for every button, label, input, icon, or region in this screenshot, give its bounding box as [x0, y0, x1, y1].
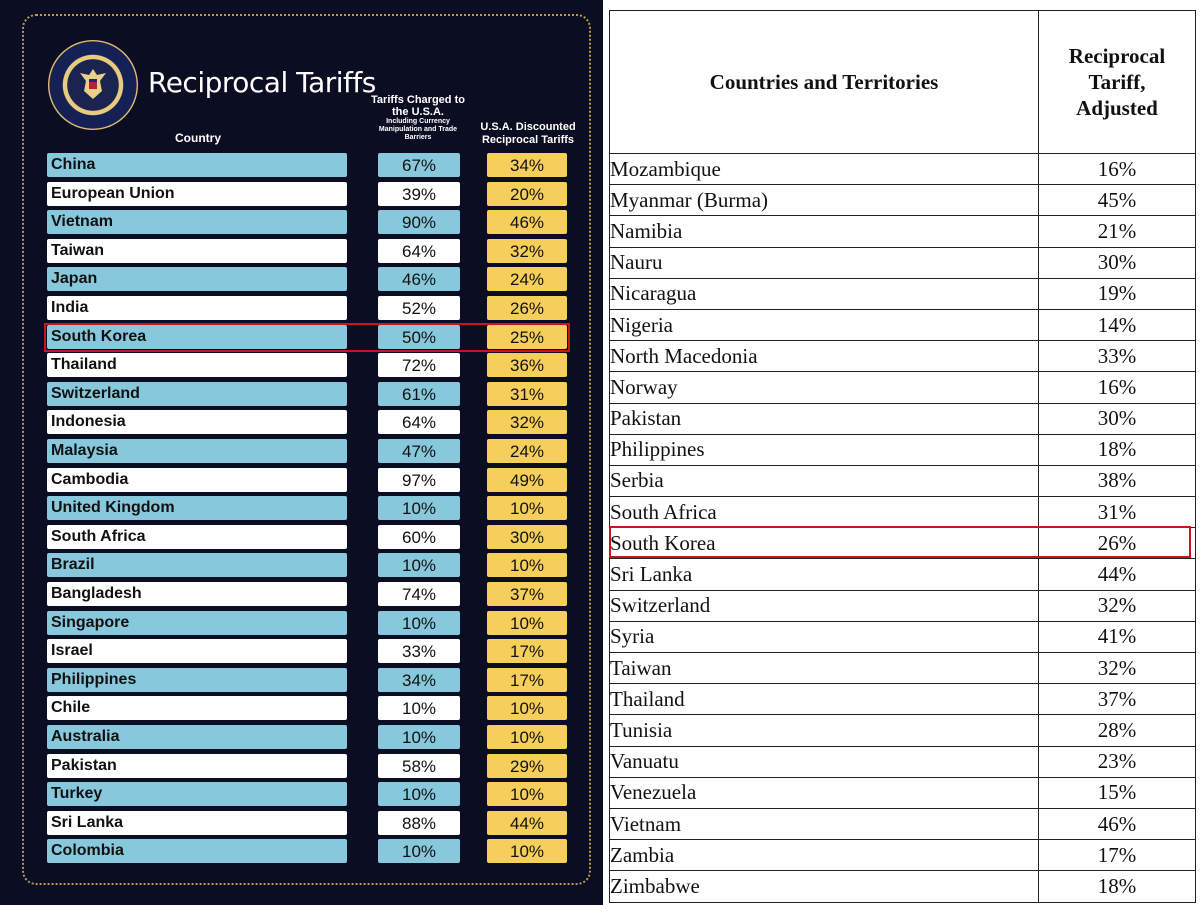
- tariff-charged-cell: 52%: [378, 296, 460, 320]
- tariff-charged-cell: 34%: [378, 668, 460, 692]
- tariff-cell: 32%: [1039, 590, 1196, 621]
- discounted-tariff-cell: 24%: [487, 267, 567, 291]
- tariff-cell: 26%: [1039, 528, 1196, 559]
- tariff-charged-cell: 47%: [378, 439, 460, 463]
- header-discounted-tariffs: U.S.A. Discounted Reciprocal Tariffs: [480, 121, 576, 146]
- tariff-charged-cell: 10%: [378, 553, 460, 577]
- tariff-cell: 32%: [1039, 653, 1196, 684]
- highlight-box-south-korea-right: [609, 526, 1191, 558]
- header-reciprocal-tariff-adjusted: [1039, 11, 1196, 154]
- tariff-charged-cell: 33%: [378, 639, 460, 663]
- discounted-tariff-cell: 10%: [487, 496, 567, 520]
- table-row: [610, 154, 1196, 185]
- tariff-charged-cell: 90%: [378, 210, 460, 234]
- table-row: [610, 341, 1196, 372]
- table-row: [610, 216, 1196, 247]
- country-cell: Japan: [47, 267, 347, 291]
- discounted-tariff-cell: 26%: [487, 296, 567, 320]
- table-row: [610, 777, 1196, 808]
- country-cell: Vanuatu: [610, 746, 1039, 777]
- discounted-tariff-cell: 20%: [487, 182, 567, 206]
- tariff-charged-cell: 10%: [378, 696, 460, 720]
- tariff-charged-cell: 88%: [378, 811, 460, 835]
- country-cell: Israel: [47, 639, 347, 663]
- tariff-charged-cell: 61%: [378, 382, 460, 406]
- header-country: Country: [175, 131, 221, 145]
- discounted-tariff-cell: 25%: [487, 325, 567, 349]
- tariff-cell: 18%: [1039, 434, 1196, 465]
- tariff-cell: 15%: [1039, 777, 1196, 808]
- country-cell: North Macedonia: [610, 341, 1039, 372]
- tariff-cell: 30%: [1039, 403, 1196, 434]
- right-tariff-table: [609, 10, 1196, 903]
- tariff-charged-cell: 10%: [378, 839, 460, 863]
- country-cell: South Africa: [610, 497, 1039, 528]
- country-cell: Zambia: [610, 840, 1039, 871]
- discounted-tariff-cell: 31%: [487, 382, 567, 406]
- tariff-cell: 30%: [1039, 247, 1196, 278]
- tariff-cell: 16%: [1039, 372, 1196, 403]
- tariff-cell: 17%: [1039, 840, 1196, 871]
- country-cell: Namibia: [610, 216, 1039, 247]
- table-row: [610, 684, 1196, 715]
- country-cell: Vietnam: [610, 808, 1039, 839]
- tariff-cell: 16%: [1039, 154, 1196, 185]
- discounted-tariff-cell: 24%: [487, 439, 567, 463]
- tariff-charged-cell: 72%: [378, 353, 460, 377]
- table-row: [610, 808, 1196, 839]
- country-cell: Malaysia: [47, 439, 347, 463]
- table-row: [610, 185, 1196, 216]
- country-cell: India: [47, 296, 347, 320]
- official-tariff-table: [609, 10, 1196, 898]
- tariff-cell: 37%: [1039, 684, 1196, 715]
- discounted-tariff-cell: 29%: [487, 754, 567, 778]
- header-tariff-line1: Reciprocal: [1068, 44, 1166, 68]
- country-cell: Nauru: [610, 247, 1039, 278]
- tariff-charged-cell: 58%: [378, 754, 460, 778]
- discounted-tariff-cell: 37%: [487, 582, 567, 606]
- header-tariffs-charged-main: Tariffs Charged to the U.S.A.: [371, 94, 465, 118]
- country-cell: Taiwan: [610, 653, 1039, 684]
- country-cell: Vietnam: [47, 210, 347, 234]
- presidential-seal-icon: [48, 40, 138, 130]
- table-row: [610, 465, 1196, 496]
- discounted-tariff-cell: 17%: [487, 639, 567, 663]
- table-row: [610, 746, 1196, 777]
- header-tariffs-charged-sub: Including Currency Manipulation and Trade Barriers: [378, 118, 458, 141]
- tariff-cell: 19%: [1039, 278, 1196, 309]
- country-cell: Australia: [47, 725, 347, 749]
- header-countries-territories: Countries and Territories: [610, 11, 1039, 154]
- country-cell: United Kingdom: [47, 496, 347, 520]
- discounted-tariff-cell: 10%: [487, 696, 567, 720]
- table-row: [610, 497, 1196, 528]
- country-cell: Nigeria: [610, 309, 1039, 340]
- table-row: [610, 372, 1196, 403]
- country-cell: China: [47, 153, 347, 177]
- table-row: [610, 715, 1196, 746]
- country-cell: Sri Lanka: [610, 559, 1039, 590]
- tariff-cell: 45%: [1039, 185, 1196, 216]
- discounted-tariff-cell: 10%: [487, 611, 567, 635]
- country-cell: Cambodia: [47, 468, 347, 492]
- tariff-charged-cell: 60%: [378, 525, 460, 549]
- tariff-charged-cell: 97%: [378, 468, 460, 492]
- tariff-charged-cell: 39%: [378, 182, 460, 206]
- country-cell: Syria: [610, 621, 1039, 652]
- tariff-charged-cell: 64%: [378, 239, 460, 263]
- tariff-cell: 33%: [1039, 341, 1196, 372]
- country-cell: Thailand: [47, 353, 347, 377]
- country-cell: Chile: [47, 696, 347, 720]
- country-cell: Bangladesh: [47, 582, 347, 606]
- tariff-charged-cell: 10%: [378, 782, 460, 806]
- country-cell: Taiwan: [47, 239, 347, 263]
- table-row: [610, 653, 1196, 684]
- country-cell: Mozambique: [610, 154, 1039, 185]
- tariff-charged-cell: 50%: [378, 325, 460, 349]
- tariff-charged-cell: 67%: [378, 153, 460, 177]
- country-cell: Switzerland: [610, 590, 1039, 621]
- country-cell: Pakistan: [47, 754, 347, 778]
- tariff-cell: 31%: [1039, 497, 1196, 528]
- tariff-cell: 46%: [1039, 808, 1196, 839]
- discounted-tariff-cell: 30%: [487, 525, 567, 549]
- eagle-icon: [76, 65, 110, 105]
- country-cell: Turkey: [47, 782, 347, 806]
- country-cell: European Union: [47, 182, 347, 206]
- country-cell: Zimbabwe: [610, 871, 1039, 902]
- discounted-tariff-cell: 49%: [487, 468, 567, 492]
- table-row: [610, 403, 1196, 434]
- discounted-tariff-cell: 44%: [487, 811, 567, 835]
- table-row: [610, 840, 1196, 871]
- table-row: [610, 621, 1196, 652]
- tariff-charged-cell: 10%: [378, 725, 460, 749]
- tariff-cell: 18%: [1039, 871, 1196, 902]
- discounted-tariff-cell: 10%: [487, 725, 567, 749]
- discounted-tariff-cell: 34%: [487, 153, 567, 177]
- tariff-cell: 23%: [1039, 746, 1196, 777]
- country-cell: South Korea: [610, 528, 1039, 559]
- table-row: [610, 434, 1196, 465]
- country-cell: South Africa: [47, 525, 347, 549]
- tariff-charged-cell: 46%: [378, 267, 460, 291]
- table-row: [610, 278, 1196, 309]
- tariff-charged-cell: 64%: [378, 410, 460, 434]
- country-cell: Philippines: [47, 668, 347, 692]
- table-row: [610, 871, 1196, 902]
- tariff-cell: 21%: [1039, 216, 1196, 247]
- discounted-tariff-cell: 10%: [487, 782, 567, 806]
- country-cell: Tunisia: [610, 715, 1039, 746]
- country-cell: South Korea: [47, 325, 347, 349]
- discounted-tariff-cell: 10%: [487, 553, 567, 577]
- country-cell: Norway: [610, 372, 1039, 403]
- country-cell: Brazil: [47, 553, 347, 577]
- discounted-tariff-cell: 46%: [487, 210, 567, 234]
- discounted-tariff-cell: 32%: [487, 239, 567, 263]
- discounted-tariff-cell: 17%: [487, 668, 567, 692]
- country-cell: Serbia: [610, 465, 1039, 496]
- discounted-tariff-cell: 32%: [487, 410, 567, 434]
- table-row: [610, 590, 1196, 621]
- discounted-tariff-cell: 36%: [487, 353, 567, 377]
- country-cell: Indonesia: [47, 410, 347, 434]
- country-cell: Nicaragua: [610, 278, 1039, 309]
- country-cell: Thailand: [610, 684, 1039, 715]
- country-cell: Myanmar (Burma): [610, 185, 1039, 216]
- country-cell: Pakistan: [610, 403, 1039, 434]
- tariff-charged-cell: 10%: [378, 496, 460, 520]
- table-row: [610, 559, 1196, 590]
- country-cell: Venezuela: [610, 777, 1039, 808]
- tariff-charged-cell: 10%: [378, 611, 460, 635]
- tariff-cell: 14%: [1039, 309, 1196, 340]
- header-tariff-line2: Tariff,: [1088, 70, 1146, 94]
- country-cell: Philippines: [610, 434, 1039, 465]
- highlight-box-south-korea: [44, 323, 570, 352]
- country-cell: Sri Lanka: [47, 811, 347, 835]
- table-row: [610, 309, 1196, 340]
- header-tariffs-charged: [368, 94, 468, 142]
- table-header-row: [610, 11, 1196, 154]
- tariff-cell: 44%: [1039, 559, 1196, 590]
- chart-title: Reciprocal Tariffs: [148, 66, 376, 99]
- tariff-cell: 41%: [1039, 621, 1196, 652]
- table-row: [610, 247, 1196, 278]
- header-tariff-line3: Adjusted: [1076, 96, 1158, 120]
- country-cell: Singapore: [47, 611, 347, 635]
- country-cell: Switzerland: [47, 382, 347, 406]
- tariff-cell: 28%: [1039, 715, 1196, 746]
- discounted-tariff-cell: 10%: [487, 839, 567, 863]
- tariff-charged-cell: 74%: [378, 582, 460, 606]
- tariff-cell: 38%: [1039, 465, 1196, 496]
- country-cell: Colombia: [47, 839, 347, 863]
